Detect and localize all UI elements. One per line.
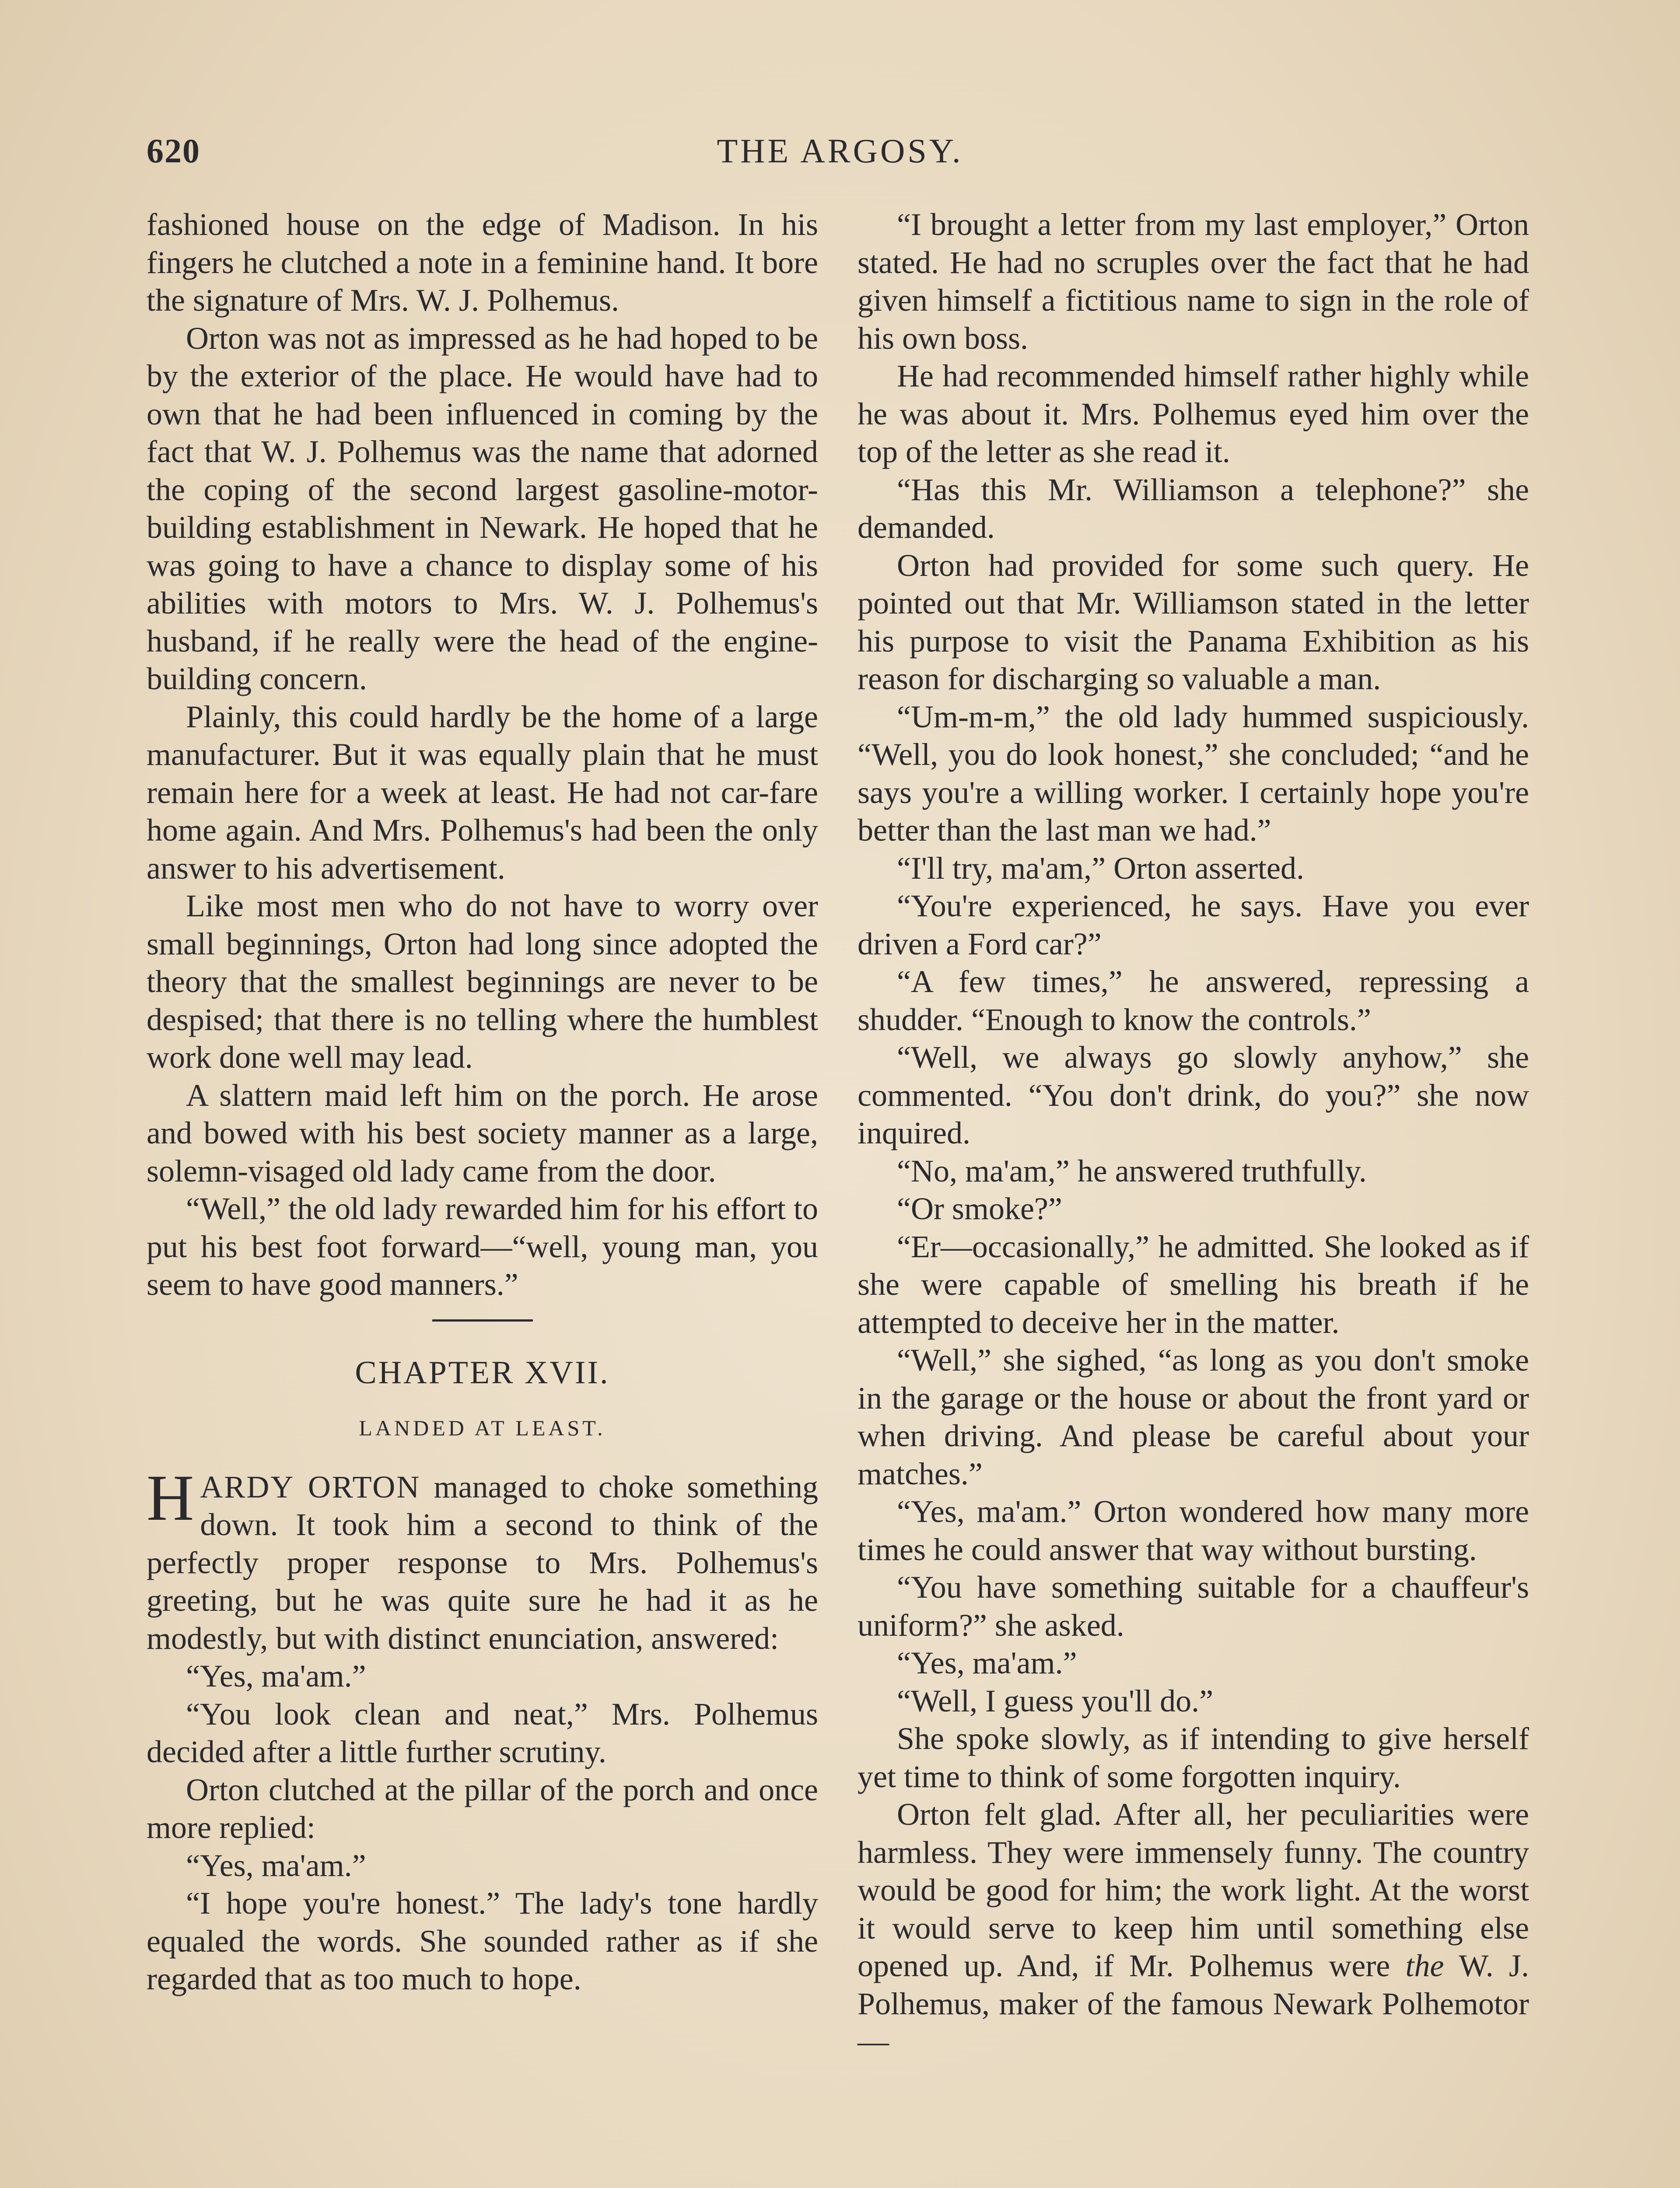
final-paragraph-text: Orton felt glad. After all, her peculiarities were harmless. They were immensely funny. The country would be good for him; the work light. At the worst it would serve to keep him until something else opened up. And, if Mr. Polhemus were xyxy=(858,1797,1529,1983)
right-column xyxy=(858,206,1529,2061)
paragraph: “No, ma'am,” he answered truthfully. xyxy=(897,1153,1367,1189)
final-paragraph xyxy=(858,1795,1529,2061)
paragraph: A slattern maid left him on the porch. He arose and bowed with his best society manner as a large, solemn-visaged old lady came from the door. xyxy=(147,1077,818,1189)
paragraph: “Yes, ma'am.” xyxy=(186,1848,366,1883)
page-header xyxy=(147,131,1533,179)
paragraph: “Or smoke?” xyxy=(897,1191,1062,1226)
chapter-title: CHAPTER XVII. xyxy=(355,1354,610,1391)
opening-words: ARDY ORTON xyxy=(200,1469,421,1504)
opening-text: managed to choke something down. It took him a second to think of the perfectly proper response to Mrs. Polhemus's greeting, but he was quite sure he had it as he modestly, but with distinct enunciation, answered: xyxy=(147,1469,818,1656)
paragraph: “Well,” she sighed, “as long as you don't smoke in the garage or the house or about the front yard or when driving. And please be careful about your matches.” xyxy=(858,1343,1529,1491)
section-divider xyxy=(432,1319,533,1322)
paragraph: Like most men who do not have to worry over small beginnings, Orton had long since adopted the theory that the smallest beginnings are never to be despised; that there is no telling where the humblest work done well may lead. xyxy=(147,888,818,1075)
paragraph: “You have something suitable for a chauffeur's uniform?” she asked. xyxy=(858,1570,1529,1643)
running-title: THE ARGOSY. xyxy=(717,132,963,170)
drop-cap: H xyxy=(147,1461,194,1534)
paragraph: “Yes, ma'am.” Orton wondered how many more times he could answer that way without bursting. xyxy=(858,1494,1529,1567)
paragraph: Plainly, this could hardly be the home of a large manufacturer. But it was equally plain that he must remain here for a week at least. He had not car-fare home again. And Mrs. Polhemus's had been the only answer to his advertisement. xyxy=(147,699,818,886)
paragraph: She spoke slowly, as if intending to give herself yet time to think of some forgotten inquiry. xyxy=(858,1721,1529,1794)
final-paragraph-tail: W. J. Polhemus, maker of the famous Newark Polhemotor— xyxy=(858,1948,1530,2059)
paragraph: “I hope you're honest.” The lady's tone hardly equaled the words. She sounded rather as if she regarded that as too much to hope. xyxy=(147,1886,818,1996)
paragraph: “Has this Mr. Williamson a telephone?” she demanded. xyxy=(858,472,1529,545)
paragraph: “Um-m-m,” the old lady hummed suspiciously. “Well, you do look honest,” she concluded; “and he says you're a willing worker. I certainly hope you're better than the last man we had.” xyxy=(858,699,1529,848)
paragraph: “You look clean and neat,” Mrs. Polhemus decided after a little further scrutiny. xyxy=(147,1696,818,1769)
paragraph: fashioned house on the edge of Madison. In his fingers he clutched a note in a feminine hand. It bore the signature of Mrs. W. J. Polhemus. xyxy=(147,207,818,318)
chapter-subtitle: LANDED AT LEAST. xyxy=(359,1416,606,1440)
paragraph: Orton had provided for some such query. He pointed out that Mr. Williamson stated in the letter his purpose to visit the Panama Exhibition as his reason for discharging so valuable a man. xyxy=(858,547,1529,696)
paragraph: “You're experienced, he says. Have you ever driven a Ford car?” xyxy=(858,888,1529,961)
paragraph: Orton was not as impressed as he had hoped to be by the exterior of the place. He would have had to own that he had been influenced in coming by the fact that W. J. Polhemus was the name that adorned the coping of the second largest gasoline-motor-building establishment in Newark. He hoped that he was going to have a chance to display some of his abilities with motors to Mrs. W. J. Polhemus's husband, if he really were the head of the engine-building concern. xyxy=(147,320,818,696)
paragraph: “A few times,” he answered, repressing a shudder. “Enough to know the controls.” xyxy=(858,964,1529,1037)
paragraph: He had recommended himself rather highly while he was about it. Mrs. Polhemus eyed him over the top of the letter as she read it. xyxy=(858,358,1529,469)
chapter-opening-paragraph xyxy=(147,1461,818,1658)
paragraph: “Well,” the old lady rewarded him for his effort to put his best foot forward—“well, young man, you seem to have good manners.” xyxy=(147,1191,818,1302)
italic-word: the xyxy=(1405,1948,1444,1983)
paragraph: “I brought a letter from my last employer,” Orton stated. He had no scruples over the fact that he had given himself a fictitious name to sign in the role of his own boss. xyxy=(858,207,1529,356)
paragraph: “Well, we always go slowly anyhow,” she commented. “You don't drink, do you?” she now inquired. xyxy=(858,1040,1529,1150)
left-column xyxy=(147,206,818,1998)
paragraph: “Yes, ma'am.” xyxy=(897,1645,1077,1680)
paragraph: Orton clutched at the pillar of the porch and once more replied: xyxy=(147,1772,818,1845)
paragraph: “Well, I guess you'll do.” xyxy=(897,1683,1214,1718)
paragraph: “Er—occasionally,” he admitted. She looked as if she were capable of smelling his breath if he attempted to deceive her in the matter. xyxy=(858,1229,1529,1340)
paragraph: “Yes, ma'am.” xyxy=(186,1659,366,1694)
paragraph: “I'll try, ma'am,” Orton asserted. xyxy=(897,850,1304,886)
page-number: 620 xyxy=(147,132,200,170)
